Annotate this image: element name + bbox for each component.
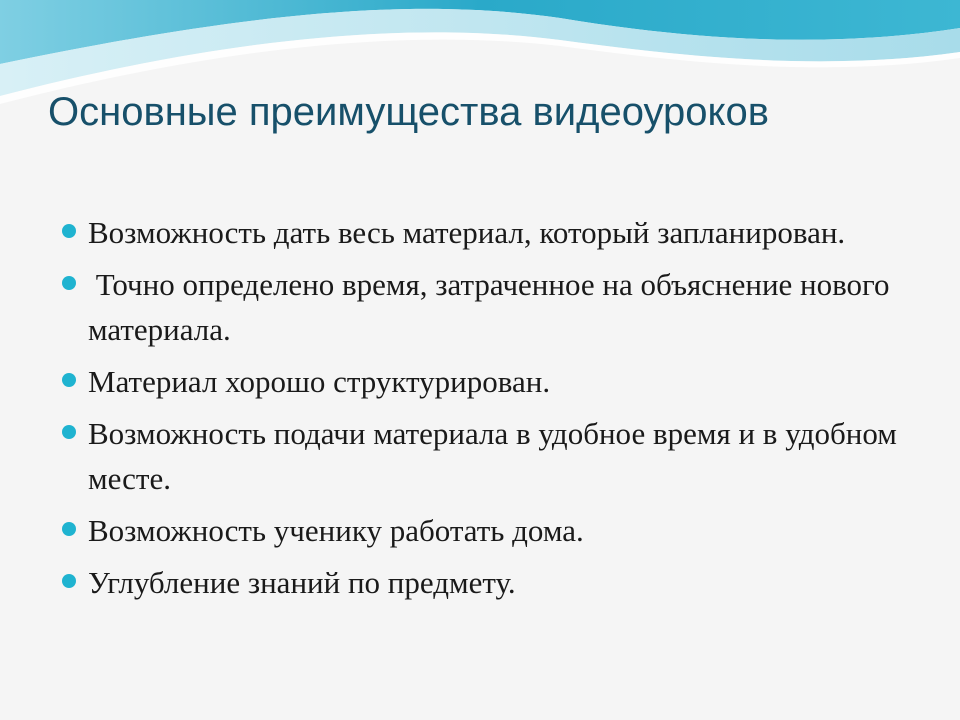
bullet-text: Возможность ученику работать дома. [88, 513, 584, 548]
bullet-dot-icon [62, 276, 76, 290]
slide-title: Основные преимущества видеоуроков [48, 90, 769, 134]
bullet-dot-icon [62, 224, 76, 238]
bullet-text: Точно определено время, затраченное на объяснение нового материала. [88, 267, 898, 347]
bullet-dot-icon [62, 522, 76, 536]
bullet-item [62, 411, 932, 501]
bullet-item [62, 359, 932, 404]
bullet-item [62, 560, 932, 605]
bullet-dot-icon [62, 574, 76, 588]
bullet-text: Возможность дать весь материал, который запланирован. [88, 215, 846, 250]
bullet-list [62, 210, 932, 612]
bullet-text: Углубление знаний по предмету. [88, 565, 516, 600]
bullet-dot-icon [62, 425, 76, 439]
bullet-text: Материал хорошо структурирован. [88, 364, 551, 399]
bullet-dot-icon [62, 373, 76, 387]
bullet-item [62, 262, 932, 352]
bullet-text: Возможность подачи материала в удобное время и в удобном месте. [88, 416, 905, 496]
bullet-item [62, 508, 932, 553]
bullet-item [62, 210, 932, 255]
